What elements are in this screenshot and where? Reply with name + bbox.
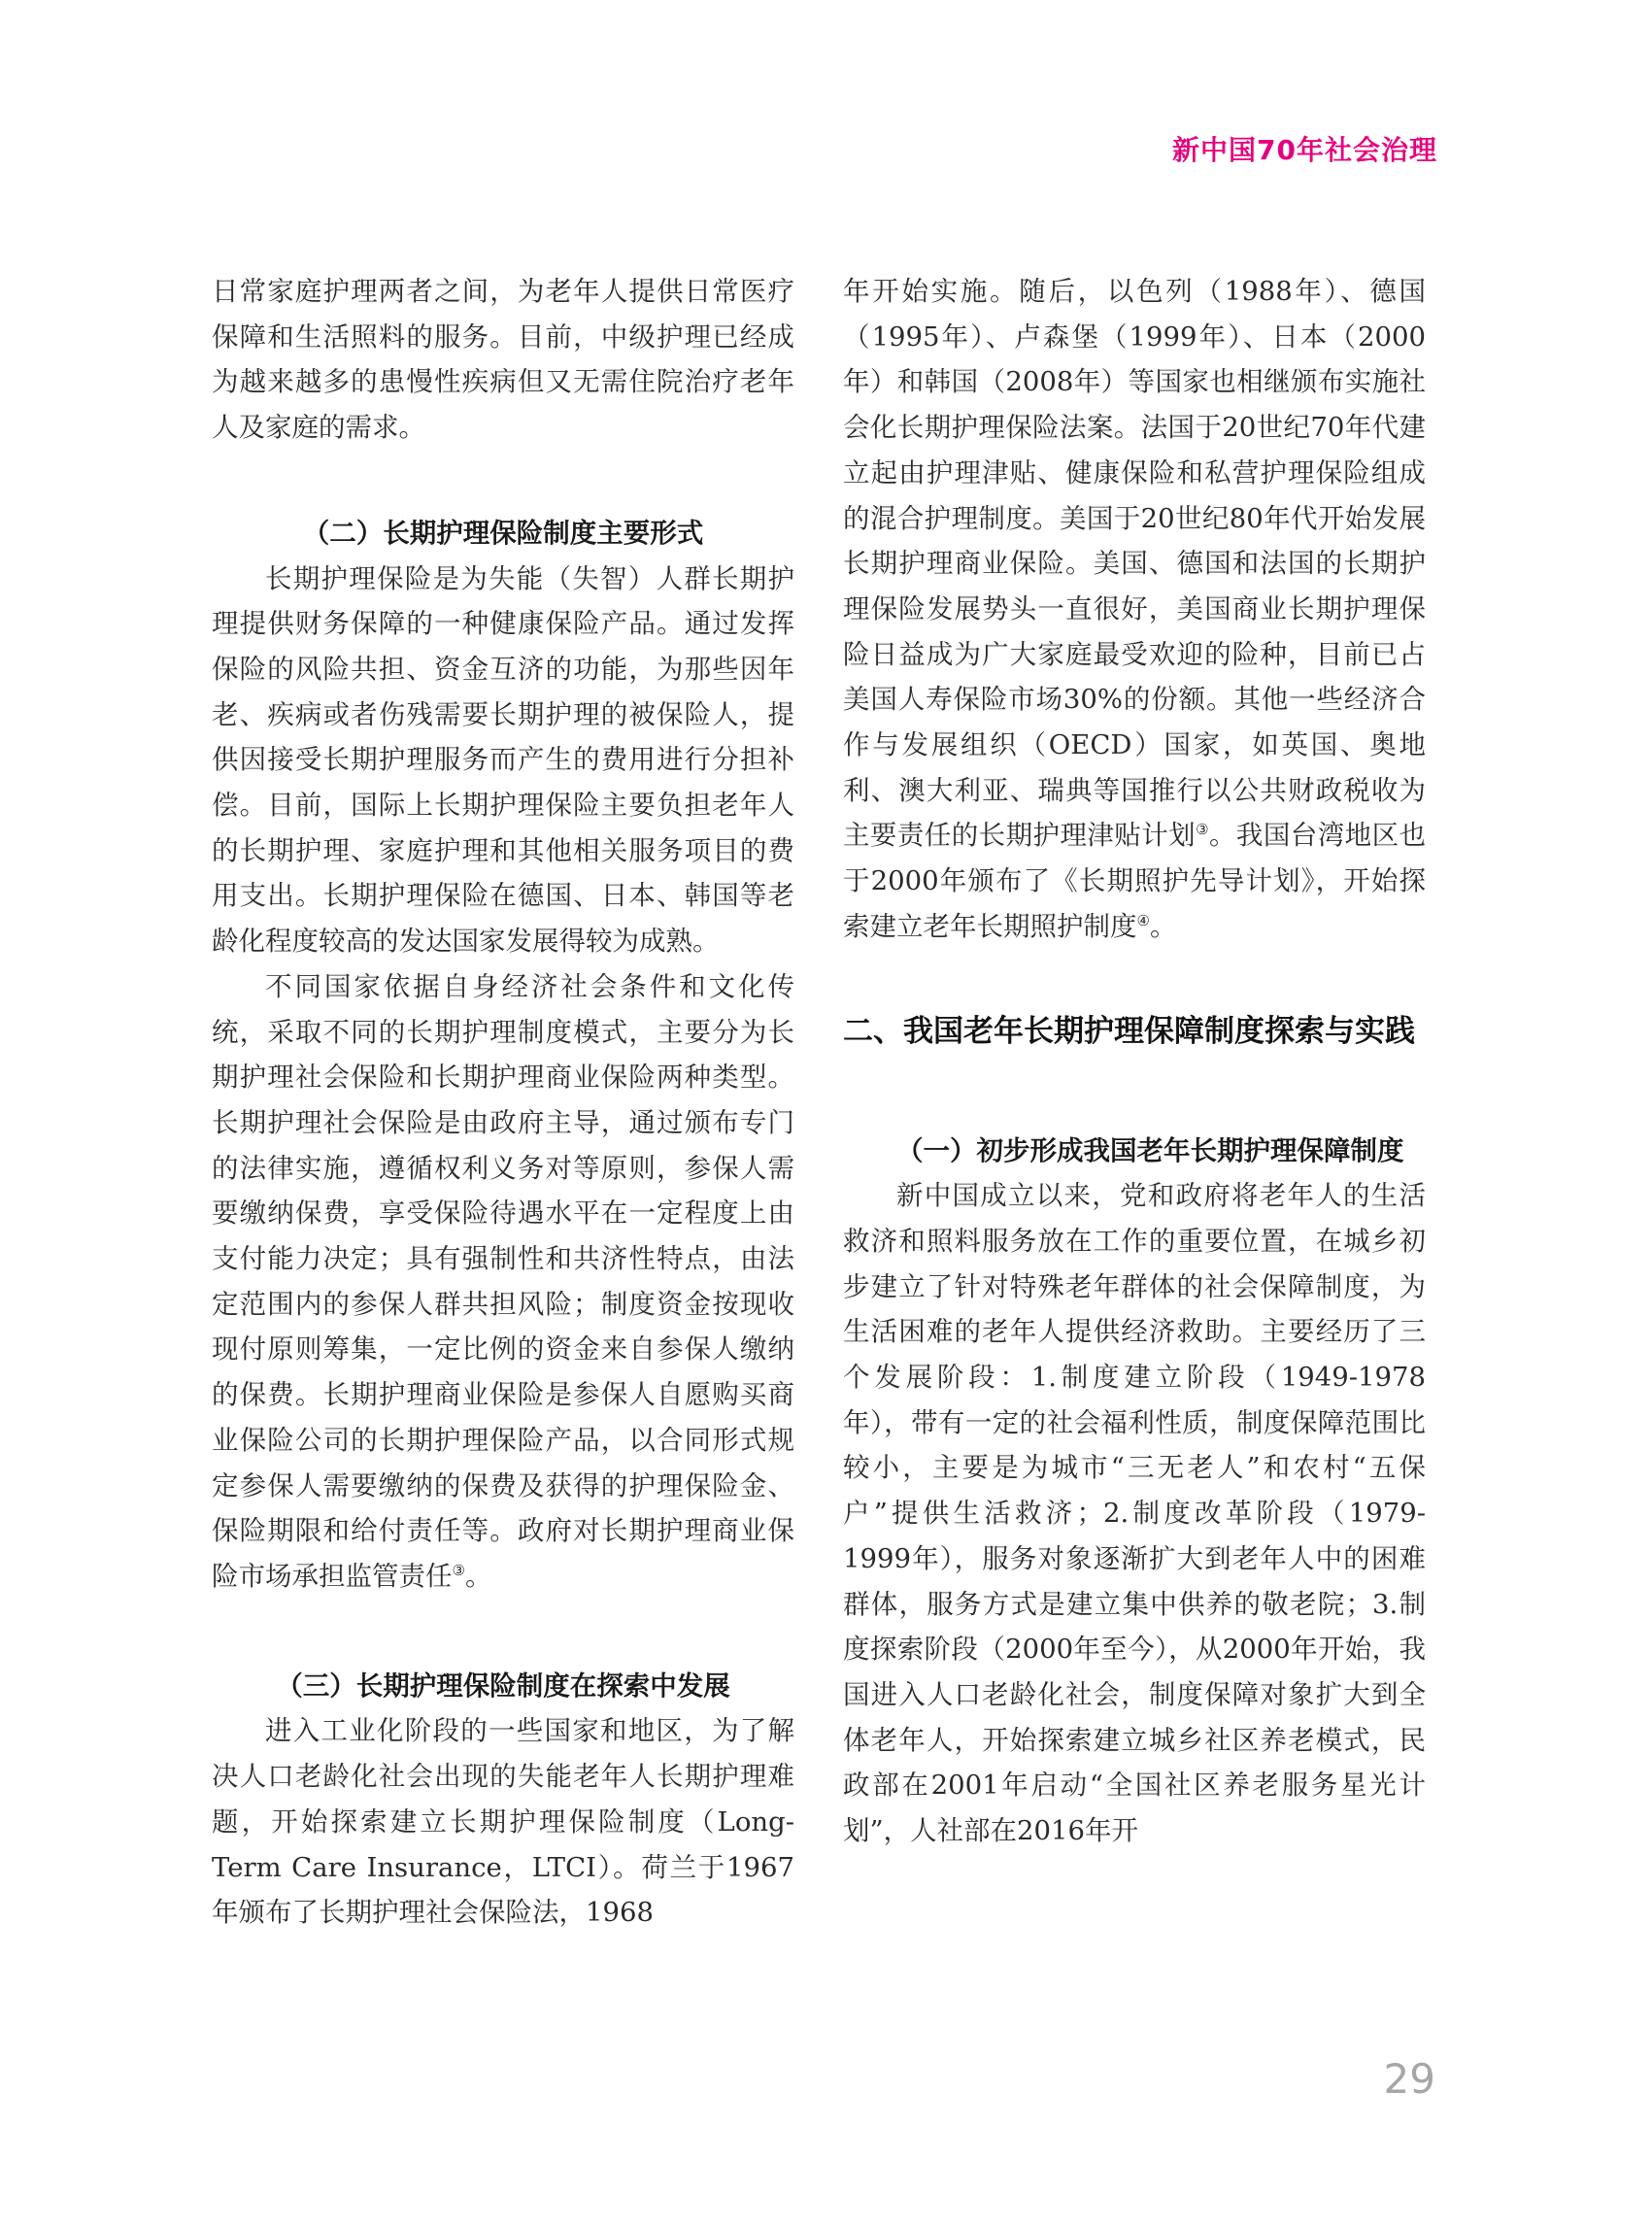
running-header-title: 新中国70年社会治理 — [1172, 134, 1437, 166]
footnote-marker: ④ — [1136, 911, 1150, 929]
paragraph: 日常家庭护理两者之间，为老年人提供日常医疗保障和生活照料的服务。目前，中级护理已经成为越来越多的患慢性疾病但又无需住院治疗老年人及家庭的需求。 — [212, 276, 794, 444]
paragraph: 长期护理保险是为失能（失智）人群长期护理提供财务保障的一种健康保险产品。通过发挥保险的风险共担、资金互济的功能，为那些因年老、疾病或者伤残需要长期护理的被保险人，提供因接受长期护理服务而产生的费用进行分担补偿。目前，国际上长期护理保险主要负担老年人的长期护理、家庭护理和其他相关服务项目的费用支出。长期护理保险在德国、日本、韩国等老龄化程度较高的发达国家发展得较为成熟。 — [212, 562, 794, 958]
paragraph-text: 年开始实施。随后，以色列（1988年）、德国（1995年）、卢森堡（1999年）、日本（2000年）和韩国（2008年）等国家也相继颁布实施社会化长期护理保险法案。法国于20世纪70年代建立起由护理津贴、健康保险和私营护理保险组成的混合护理制度。美国于20世纪80年代开始发展长期护理商业保险。美国、德国和法国的长期护理保险发展势头一直很好，美国商业长期护理保险日益成为广大家庭最受欢迎的险种，目前已占美国人寿保险市场30%的份额。其他一些经济合作与发展组织（OECD）国家，如英国、奥地利、澳大利亚、瑞典等国推行以公共财政税收为主要责任的长期护理津贴计划 — [843, 276, 1426, 852]
paragraph-text: 。 — [464, 1560, 492, 1592]
paragraph: 新中国成立以来，党和政府将老年人的生活救济和照料服务放在工作的重要位置，在城乡初步建立了针对特殊老年群体的社会保障制度，为生活困难的老年人提供经济救助。主要经历了三个发展阶段：1.制度建立阶段（1949-1978年），带有一定的社会福利性质，制度保障范围比较小，主要是为城市“三无老人”和农村“五保户”提供生活救济；2.制度改革阶段（1979-1999年），服务对象逐渐扩大到老年人中的困难群体，服务方式是建立集中供养的敬老院；3.制度探索阶段（2000年至今），从2000年开始，我国进入人口老龄化社会，制度保障对象扩大到全体老年人，开始探索建立城乡社区养老模式，民政部在2001年启动“全国社区养老服务星光计划”，人社部在2016年开 — [843, 1180, 1426, 1847]
subsection-heading-1: （一）初步形成我国老年长期护理保障制度 — [896, 1134, 1404, 1166]
paragraph-text: 。 — [1149, 910, 1177, 942]
footnote-marker: ③ — [1196, 821, 1209, 839]
paragraph-text: 不同国家依据自身经济社会条件和文化传统，采取不同的长期护理制度模式，主要分为长期护理社会保险和长期护理商业保险两种类型。长期护理社会保险是由政府主导，通过颁布专门的法律实施，遵循权利义务对等原则，参保人需要缴纳保费，享受保险待遇水平在一定程度上由支付能力决定；具有强制性和共济性特点，由法定范围内的参保人群共担风险；制度资金按现收现付原则筹集，一定比例的资金来自参保人缴纳的保费。长期护理商业保险是参保人自愿购买商业保险公司的长期护理保险产品，以合同形式规定参保人需要缴纳的保费及获得的护理保险金、保险期限和给付责任等。政府对长期护理商业保险市场承担监管责任 — [212, 970, 794, 1592]
left-column — [212, 269, 794, 1936]
paragraph — [843, 269, 1426, 950]
paragraph — [212, 964, 794, 1600]
paragraph: 进入工业化阶段的一些国家和地区，为了解决人口老龄化社会出现的失能老年人长期护理难题，开始探索建立长期护理保险制度（Long-Term Care Insurance，LTCI）。荷兰于1967年颁布了长期护理社会保险法，1968 — [212, 1715, 794, 1929]
right-column — [843, 269, 1426, 1854]
subsection-heading-3: （三）长期护理保险制度在探索中发展 — [276, 1670, 730, 1702]
page-number: 29 — [1383, 2055, 1435, 2103]
footnote-marker: ③ — [452, 1561, 465, 1579]
section-heading: 二、我国老年长期护理保障制度探索与实践 — [843, 1013, 1415, 1049]
subsection-heading-2: （二）长期护理保险制度主要形式 — [302, 517, 704, 549]
paragraph-text: 。我国台湾地区也于2000年颁布了《长期照护先导计划》，开始探索建立老年长期照护制度 — [843, 820, 1427, 942]
